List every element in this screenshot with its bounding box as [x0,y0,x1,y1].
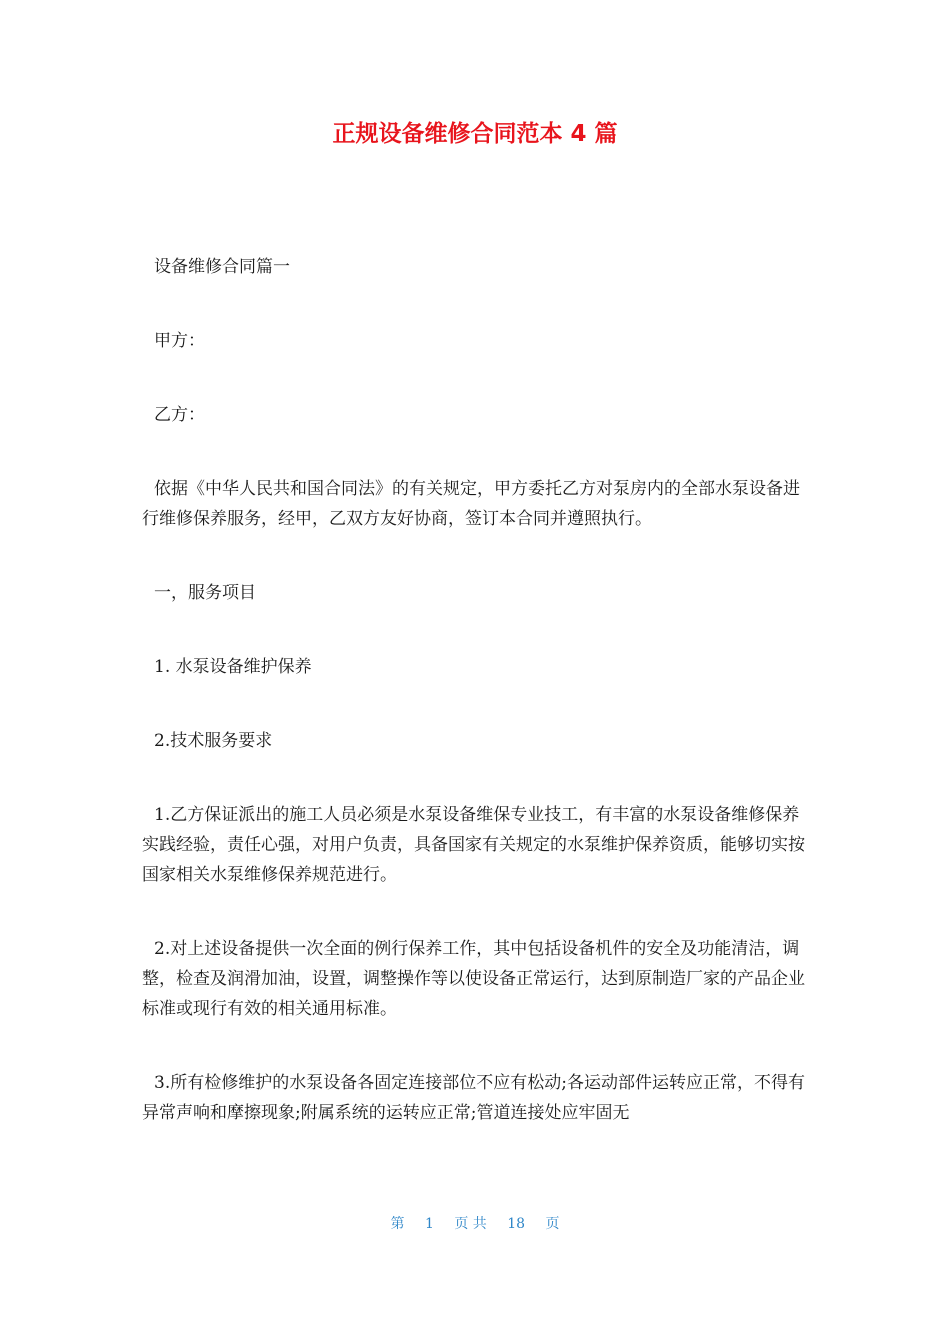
footer-current-page: 1 [424,1216,434,1232]
clause-item: 1. 水泵设备维护保养 [154,657,312,677]
clause-paragraph: 3.所有检修维护的水泵设备各固定连接部位不应有松动;各运动部件运转应正常，不得有异常声响和摩擦现象;附属系统的运转应正常;管道连接处应牢固无 [142,1073,805,1123]
clause-item: 2.技术服务要求 [154,731,273,751]
document-title: 正规设备维修合同范本 4 篇 [332,121,618,147]
clause-heading: 一，服务项目 [154,583,256,603]
clause-paragraph: 2.对上述设备提供一次全面的例行保养工作，其中包括设备机件的安全及功能清洁，调整，检查及润滑加油，设置，调整操作等以使设备正常运行，达到原制造厂家的产品企业标准或现行有效的相关通用标准。 [142,939,805,1019]
clause-paragraph: 1.乙方保证派出的施工人员必须是水泵设备维保专业技工，有丰富的水泵设备维修保养实践经验，责任心强，对用户负责，具备国家有关规定的水泵维护保养资质，能够切实按国家相关水泵维修保养规范进行。 [142,805,805,885]
footer-word-page-end: 页 [545,1216,560,1232]
party-b-label: 乙方： [154,405,205,425]
footer-word-page: 第 [390,1216,405,1232]
intro-paragraph: 依据《中华人民共和国合同法》的有关规定，甲方委托乙方对泵房内的全部水泵设备进行维修保养服务，经甲，乙双方友好协商，签订本合同并遵照执行。 [142,479,800,529]
party-a-label: 甲方： [154,331,205,351]
footer-total-pages: 18 [507,1216,526,1232]
document-body [142,252,810,1172]
section-heading: 设备维修合同篇一 [154,257,290,277]
page-footer [0,1213,950,1233]
footer-word-of: 页 共 [454,1216,487,1232]
